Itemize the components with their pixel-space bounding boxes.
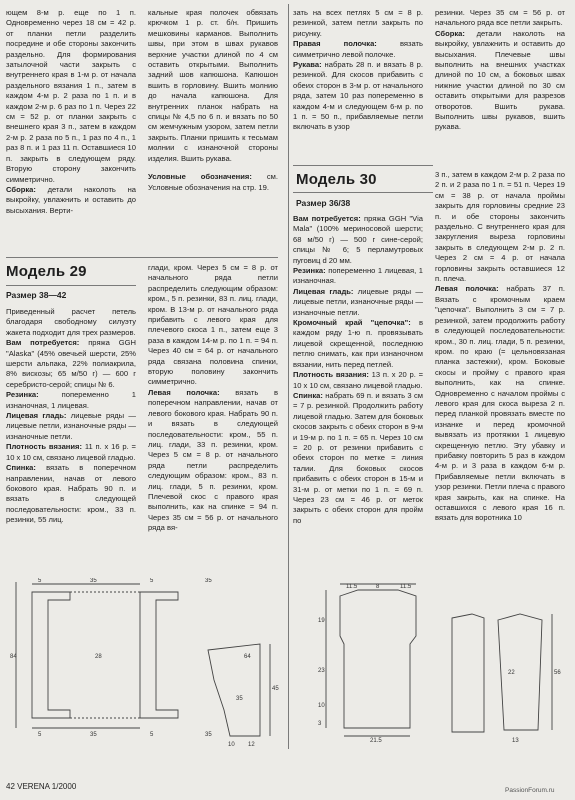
- text-run: ющем 8-м р. еще по 1 п. Одновременно через 18 см = 42 р. от планки петли разделить посредине и обе стороны закончить раздельно. Для формирования затылочной части закрыть с внутреннего края в 1-м р. от начала раздельного вязания 1 п., затем в каждом 4-м р. 2 раза по 1 п. и в каждом 2-м р. 6 раз по 1 п. Через 22 см = 52 р. от планки закрыть с внешнего края 3 п., затем в каждом 2-м р. 2 раза по 5 п., 1 раз по 4 п., 1 раз 8 п. и 1 раз 11 п. Оставшиеся 10 п. закрыть в следующем ряду. Вторую сторону закончить симметрично.: [6, 8, 136, 184]
- paragraph: [6, 307, 136, 338]
- label: Кромочный край "цепочка":: [293, 318, 411, 328]
- dimension-label: 5: [150, 732, 154, 738]
- label: Плотность вязания:: [6, 442, 83, 452]
- column-1-top-text: [6, 8, 136, 216]
- label: Условные обозначения:: [148, 172, 252, 182]
- label: Сборка:: [6, 184, 36, 194]
- dimension-label: 35: [90, 732, 97, 738]
- model-30-title: Модель 30: [296, 171, 377, 188]
- text-run: пряжа GGH "Via Mala" (100% мериносовой шерсти; 68 м/50 г) — 500 г сине-серой; спицы № 6; 5 перламутровых пуговиц d 20 мм.: [293, 214, 423, 265]
- dimension-label: 21.5: [370, 738, 382, 742]
- paragraph: [435, 29, 565, 133]
- paragraph: [148, 263, 278, 388]
- column-3-top-text: [293, 8, 423, 133]
- text-run: вязать в поперечном направлении, начав от левого бокового края. Набрать 90 п. и вязать в следующей последовательности: кром., 33 п. резинки, 55 лиц.: [6, 463, 136, 525]
- dimension-label: 64: [244, 654, 251, 660]
- text-run: пряжа GGH "Alaska" (45% овечьей шерсти, 25% шерсти альпака, 22% полиакрила, 8% вискозы; 65 м/50 г) — 600 г серебристо-серой; спицы № 6.: [6, 338, 137, 389]
- dimension-label: 19: [318, 618, 325, 624]
- model-29-size: Размер 38—42: [6, 290, 67, 300]
- paragraph: [293, 370, 423, 391]
- paragraph: [6, 390, 136, 411]
- text-run: детали наколоть на выкройку, увлажнить и оставить до высыхания. Плечевые швы выполнить на внешних участках длиной по 10 см, а боковых швах нижние участки длиной по 30 см оставить открытыми для разрезов отворотов. Вшить рукава. Выполнить швы рукавов, вшить рукава.: [435, 28, 565, 132]
- dimension-label: 84: [10, 654, 17, 660]
- paragraph: [293, 318, 423, 370]
- label: Резинка:: [6, 390, 39, 400]
- pattern-diagram-model-29-sleeve: [200, 640, 280, 750]
- text-run: 11 п. x 16 р. = 10 x 10 см, связано лицевой гладью.: [6, 442, 136, 462]
- dimension-label: 12: [248, 742, 255, 748]
- paragraph: [293, 39, 423, 60]
- sleeve-shape-outline: [208, 644, 260, 736]
- label: Сборка:: [435, 28, 465, 38]
- dimension-label: 10: [228, 742, 235, 748]
- column-divider: [288, 4, 289, 749]
- heading-underline: [6, 285, 136, 286]
- text-run: кальные края полочек обвязать крючком 1 р. ст. б/н. Пришить мешковины карманов. Выполнить швы, при этом в швах рукавов верхние участки длиной по 4 см оставить открытыми. Выполнить задний шов капюшона. Капюшон вшить в горловину. Вшить молнию до начала капюшона. Для внутренних планок набрать на спицы № 4,5 по 6 п. и вязать по 50 см жемчужным узором, затем петли закрыть. Планки пришить к тесьмам молнии с изнаночной стороны изделия. Вшить рукава.: [148, 8, 278, 163]
- paragraph: [435, 284, 565, 523]
- text-run: набрать 37 п. Вязать с кромочным краем "цепочка". Выполнить 3 см = 7 р. резинкой, затем продолжить работу в следующей последовательности: кром., 30 п. лиц. глади, 5 п. резинки, кром. по краю (= цельновязаная планка застежки), кром. Боковые скосы и пройму с правого края выполнить, как на спинке. Одновременно с началом проймы с левого края для скоса выреза 2 п. перед планкой провязать вместе по изнанке и перед кромочной вывязать из протяжки 1 лицевую скрещенную петлю. Эту убавку и прибавку повторить 5 раз в каждом 4-м р. и 3 раза в каждом 6-м р. Прибавляемые петли включать в узор резинки. Петли плеча с правого края закрыть, как на спинке. На оставшихся с левого края 16 п. вязать для воротника 10: [435, 284, 565, 523]
- pattern-diagram-model-30-front-sleeve: [448, 610, 568, 745]
- paragraph: [6, 463, 136, 525]
- paragraph: [293, 8, 423, 39]
- back-shape-outline: [32, 592, 70, 718]
- paragraph: [293, 287, 423, 318]
- label: Лицевая гладь:: [293, 286, 354, 296]
- text-run: см. Условные обозначения на стр. 19.: [148, 172, 278, 192]
- dimension-label: 11.5: [400, 584, 412, 590]
- dimension-label: 5: [38, 732, 42, 738]
- dimension-label: 5: [150, 578, 154, 584]
- column-2-top-text: [148, 8, 278, 193]
- back-shape-outline: [340, 590, 416, 728]
- paragraph: [6, 185, 136, 216]
- label: Спинка:: [293, 390, 323, 400]
- dimension-label: 35: [236, 696, 243, 702]
- text-run: набрать 69 п. и вязать 3 см = 7 р. резинкой. Продолжить работу лицевой гладью. Затем для боковых скосов закрыть с обеих сторон в 9-м и 19-м р. по 1 п. = 65 п. Через 10 см = 20 р. от резинки прибавить с обеих сторон по метке = линия талии. Для боковых скосов прибавить с обеих сторон в 15-м и 31-м р. от метки по 1 п. = 69 п. Через 23 см = 46 р. от меток закрыть с обеих сторон для пройм по: [293, 390, 423, 525]
- label: Левая полочка:: [435, 284, 499, 294]
- text-run: вязать симметрично левой полочке.: [293, 39, 423, 59]
- label: Плотность вязания:: [293, 370, 369, 380]
- model-29-col1: [6, 307, 136, 526]
- dimension-label: 28: [95, 654, 102, 660]
- paragraph: [148, 388, 278, 534]
- model-30-col4: [435, 170, 565, 524]
- paragraph: [293, 266, 423, 287]
- dimension-label: 45: [272, 686, 279, 692]
- dimension-label: 35: [205, 578, 212, 584]
- front-shape-outline: [140, 592, 178, 718]
- dimension-label: 35: [90, 578, 97, 584]
- text-run: глади, кром. Через 5 см = 8 р. от начального ряда петли распределить следующим образом: кром., 5 п. резинки, 83 п. лиц. глади, кром. В 13-м р. от начального ряда прибавить с левого края для плечевого скоса 1 п., затем еще 3 раза в каждом 14-м р. по 1 п. = 94 п. Через 40 см = 64 р. от начального ряда связана половина спинки, вторую половину закончить симметрично.: [148, 263, 278, 387]
- label: Левая полочка:: [148, 387, 220, 397]
- dimension-label: 5: [38, 578, 42, 584]
- label: Рукава:: [293, 60, 322, 70]
- text-run: попеременно 1 изнаночная, 1 лицевая.: [6, 390, 136, 410]
- dimension-label: 3: [318, 721, 322, 727]
- label: Вам потребуется:: [6, 338, 80, 348]
- label: Спинка:: [6, 463, 36, 473]
- paragraph: [148, 172, 278, 193]
- front-shape-outline: [452, 614, 484, 732]
- sleeve-shape-outline: [498, 614, 542, 730]
- text-run: попеременно 1 лицевая, 1 изнаночная.: [293, 266, 423, 286]
- text-run: 3 п., затем в каждом 2-м р. 2 раза по 2 п. и 2 раза по 1 п. = 51 п. Через 19 см = 38 р. от начала проймы закрыть для горловины средние 23 п. и обе стороны закончить раздельно. С внутреннего края для закругления выреза горловины закрыть в следующем 2-м р. 2 п. Через 2 см = 4 р. от начала горловины закрыть оставшиеся 12 п. плеча.: [435, 170, 565, 284]
- heading-underline: [293, 192, 433, 193]
- dimension-label: 35: [205, 732, 212, 738]
- separator-model-29: [6, 257, 278, 258]
- dimension-label: 11.5: [346, 584, 358, 590]
- text-run: в каждом ряду 1-ю п. провязывать лицевой скрещенной, последнюю петлю снимать, как при изнаночном вязании, нить перед петлей.: [293, 318, 423, 369]
- dimension-label: 23: [318, 668, 325, 674]
- column-4-top-text: [435, 8, 565, 133]
- text-run: 13 п. x 20 р. = 10 x 10 см, связано лицевой гладью.: [293, 370, 423, 390]
- text-run: зать на всех петлях 5 см = 8 р. резинкой, затем петли закрыть по рисунку.: [293, 8, 423, 38]
- dimension-label: 22: [508, 670, 515, 676]
- text-run: вязать в поперечном направлении, начав от левого бокового края. Набрать 90 п. и вязать в следующей последовательности: кром., 55 п. лиц. глади, 33 п. резинки, кром. Через 5 см = 8 р. от начального ряда петли распределить следующим образом: кром., 83 п. лиц. глади, 5 п. резинки, кром. Плечевой скос с правого края выполнить, как на спинке = 94 п. Через 35 см = 56 р. от начального ряда вя-: [148, 387, 278, 533]
- page-footer: 42 VERENA 1/2000: [6, 782, 77, 791]
- separator-model-30: [293, 165, 433, 166]
- text-run: Приведенный расчет петель благодаря свободному силуэту жакета подходит для трех размеров.: [6, 307, 136, 337]
- label: Лицевая гладь:: [6, 411, 67, 421]
- paragraph: [293, 60, 423, 133]
- dimension-label: 56: [554, 670, 561, 676]
- paragraph: [6, 442, 136, 463]
- paragraph: [6, 338, 136, 390]
- text-run: лицевые ряды — лицевые петли, изнаночные ряды — изнаночные петли.: [293, 286, 424, 317]
- text-run: резинки. Через 35 см = 56 р. от начального ряда все петли закрыть.: [435, 8, 565, 28]
- text-run: детали наколоть на выкройку, увлажнить и оставить до высыхания. Верти-: [6, 184, 136, 215]
- text-run: лицевые ряды — лицевые петли, изнаночные ряды — изнаночные петли.: [6, 411, 137, 441]
- pattern-diagram-model-30-back: [318, 582, 448, 742]
- model-30-col3: [293, 214, 423, 526]
- label: Вам потребуется:: [293, 214, 361, 223]
- paragraph: [6, 8, 136, 185]
- paragraph: [293, 391, 423, 526]
- model-29-title: Модель 29: [6, 263, 87, 280]
- model-30-size: Размер 36/38: [296, 198, 351, 208]
- label: Резинка:: [293, 266, 326, 276]
- paragraph: [293, 214, 423, 266]
- model-29-col2: [148, 263, 278, 534]
- paragraph: [148, 8, 278, 164]
- dimension-label: 13: [512, 738, 519, 744]
- paragraph: [6, 411, 136, 442]
- label: Правая полочка:: [293, 39, 377, 49]
- watermark: PassionForum.ru: [505, 787, 555, 794]
- dimension-label: 8: [376, 584, 380, 590]
- paragraph: [435, 170, 565, 284]
- paragraph: [435, 8, 565, 29]
- text-run: набрать 28 п. и вязать 8 р. резинкой. Для скосов прибавить с обеих сторон в 3-м р. от начального ряда, затем 10 раз попеременно в каждом 4-м и следующем 6-м р. по 1 п. = 50 п., прибавляемые петли включать в узор: [293, 60, 423, 132]
- dimension-label: 10: [318, 703, 325, 709]
